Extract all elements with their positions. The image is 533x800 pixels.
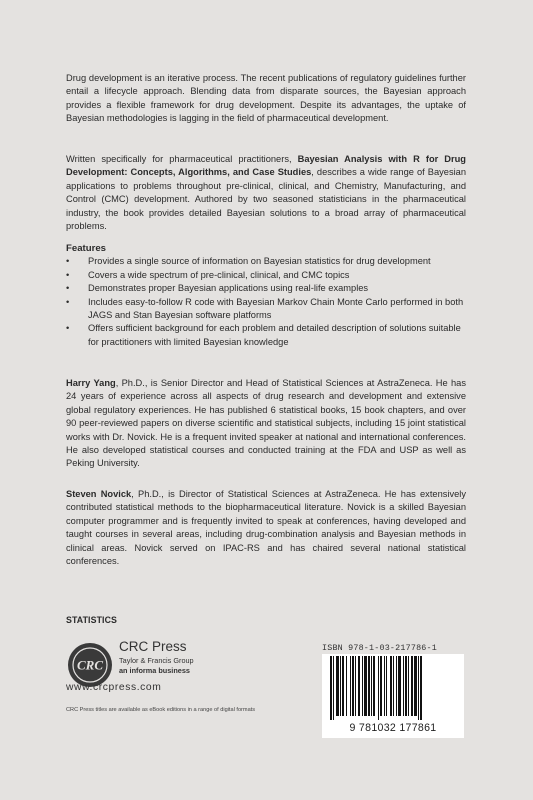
- publisher-business: an informa business: [119, 666, 190, 675]
- isbn-label: ISBN 978-1-03-217786-1: [322, 643, 437, 653]
- publisher-group: Taylor & Francis Group: [119, 656, 194, 665]
- category-label: STATISTICS: [66, 615, 118, 625]
- blurb-paragraph-2-intro: Written specifically for pharmaceutical practitioners,: [66, 154, 298, 164]
- barcode-bar: [350, 656, 351, 716]
- barcode-bar: [362, 656, 363, 716]
- barcode-bar: [411, 656, 413, 716]
- publisher-url: www.crcpress.com: [66, 682, 162, 693]
- isbn-barcode: [330, 656, 456, 720]
- barcode-bar: [340, 656, 341, 716]
- book-title: Bayesian Analysis with R for Drug Development: Concepts, Algorithms, and Case Studies: [66, 154, 466, 178]
- barcode-bar: [352, 656, 354, 716]
- barcode-bar: [380, 656, 382, 716]
- barcode-bar: [346, 656, 347, 716]
- author-1-name: Harry Yang: [66, 378, 116, 388]
- barcode-bar: [342, 656, 344, 716]
- author-2-name: Steven Novick: [66, 489, 132, 499]
- blurb-paragraph-2-body: , describes a wide range of Bayesian applications to problems throughout pre-clinical, clinical, and Chemistry, Manufacturing, and Control (CMC) development. Authored by two seasoned statisticians in the pharmaceutical industry, the book provides detailed Bayesian solutions to a broad array of pharmaceutical problems.: [66, 167, 467, 232]
- barcode-bar: [330, 656, 332, 720]
- feature-item: • Offers sufficient background for each problem and detailed description of solutions suitable for practitioners with limited Bayesian knowledge: [66, 322, 466, 349]
- barcode-bar: [405, 656, 407, 716]
- barcode-bar: [393, 656, 394, 716]
- features-section: [66, 242, 466, 349]
- blurb-paragraph-2: [66, 153, 466, 233]
- barcode-bar: [414, 656, 417, 716]
- barcode-bar: [364, 656, 367, 716]
- barcode-bar: [384, 656, 385, 716]
- feature-item: • Includes easy-to-follow R code with Bayesian Markov Chain Monte Carlo performed in both JAGS and Stan Bayesian software platforms: [66, 296, 466, 323]
- barcode-bar: [358, 656, 360, 716]
- features-heading: Features: [66, 243, 106, 254]
- barcode-bar: [403, 656, 404, 716]
- feature-item: • Covers a wide spectrum of pre-clinical, clinical, and CMC topics: [66, 269, 466, 282]
- feature-item: • Demonstrates proper Bayesian applications using real-life examples: [66, 282, 466, 295]
- features-list: [66, 255, 466, 349]
- barcode-bar: [373, 656, 375, 716]
- barcode-bar: [418, 656, 419, 720]
- barcode-bar: [396, 656, 397, 716]
- barcode-bar: [333, 656, 334, 720]
- barcode-bar: [390, 656, 392, 716]
- barcode-bar: [368, 656, 370, 716]
- author-2-bio: , Ph.D., is Director of Statistical Sciences at AstraZeneca. He has extensively contributed statistical methods to the biopharmaceutical literature. Novick is a skilled Bayesian computer programmer and is frequently invited to speak at conferences, having developed and taught courses in several areas, including drug-combination analysis and Bayesian methods in clinical areas. Novick served on IPAC-RS and has chaired several national statistical conferences.: [66, 489, 466, 567]
- author-1-bio: , Ph.D., is Senior Director and Head of Statistical Sciences at AstraZeneca. He has 24 years of experience across all aspects of drug research and development and extensive global regulatory experiences. He has published 6 statistical books, 15 book chapters, and over 90 peer-reviewed papers on diverse scientific and statistical subjects, including 15 joint statistical works with Dr. Novick. He is a frequent invited speaker at national and international conferences. He also developed statistical courses and conducted training at the FDA and USP as well as Peking University.: [66, 378, 466, 469]
- barcode-bar: [371, 656, 372, 716]
- feature-item: • Provides a single source of information on Bayesian statistics for drug development: [66, 255, 466, 268]
- barcode-bar: [355, 656, 356, 716]
- barcode-digits: 9 781032 177861: [349, 722, 437, 734]
- barcode-bar: [386, 656, 387, 716]
- barcode-bar: [378, 656, 379, 720]
- crc-logo-text: CRC: [76, 657, 104, 673]
- barcode-bar: [408, 656, 409, 716]
- author-bio-1: [66, 377, 466, 471]
- publisher-name: CRC Press: [119, 639, 187, 654]
- ebook-note: CRC Press titles are available as eBook editions in a range of digital formats: [66, 707, 256, 713]
- blurb-paragraph-1: Drug development is an iterative process. The recent publications of regulatory guidelines further entail a lifecycle approach. Blending data from disparate sources, the Bayesian approach provides a flexible framework for drug development. Despite its advantages, the uptake of Bayesian methodologies is lagging in the field of pharmaceutical development.: [66, 73, 466, 124]
- barcode-bar: [398, 656, 401, 716]
- barcode-bar: [336, 656, 339, 716]
- author-bio-2: [66, 488, 466, 568]
- barcode-bar: [420, 656, 422, 720]
